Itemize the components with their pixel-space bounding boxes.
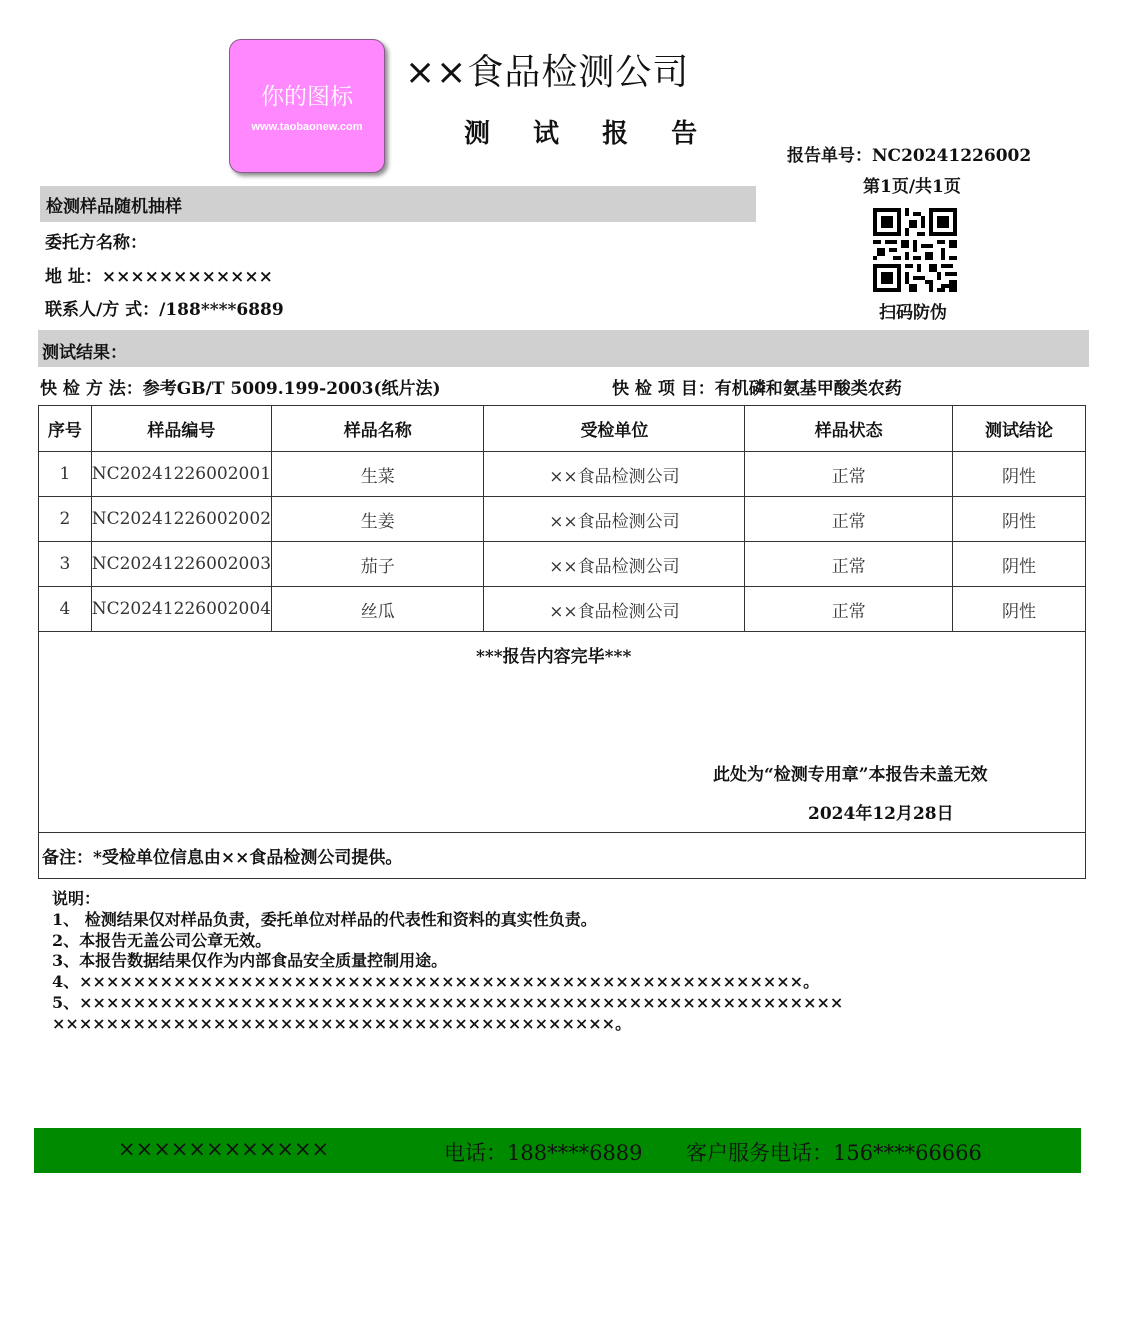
table-cell: ××食品检测公司: [484, 497, 745, 542]
table-row: [39, 587, 1086, 632]
qr-label: 扫码防伪: [879, 303, 947, 323]
table-cell: 3: [39, 542, 92, 587]
table-cell: 茄子: [272, 542, 484, 587]
test-project: 快 检 项 目：有机磷和氨基甲酸类农药: [612, 379, 902, 399]
table-cell: 正常: [745, 587, 952, 632]
table-cell: ××食品检测公司: [484, 587, 745, 632]
report-end-text: ***报告内容完毕***: [476, 647, 632, 667]
logo-name: 你的图标: [261, 84, 353, 110]
table-cell: ××食品检测公司: [484, 542, 745, 587]
address-field: 地 址：××××××××××××: [45, 267, 273, 287]
table-cell: 阴性: [952, 542, 1085, 587]
table-cell: NC20241226002002: [91, 497, 271, 542]
notes-title: 说明：: [52, 889, 101, 908]
table-cell: ××食品检测公司: [484, 452, 745, 497]
note-item: 1、 检测结果仅对样品负责，委托单位对样品的代表性和资料的真实性负责。: [52, 909, 597, 929]
note-item: 5、×××××××××××××××××××××××××××××××××××××××××××××××××××××××××: [52, 992, 844, 1012]
logo-url: www.taobaonew.com: [251, 121, 363, 133]
column-header: 样品名称: [272, 406, 484, 452]
table-cell: 2: [39, 497, 92, 542]
note-item: 3、本报告数据结果仅作为内部食品安全质量控制用途。: [52, 951, 448, 971]
report-date: 2024年12月28日: [808, 804, 954, 824]
note-item: 2、本报告无盖公司公章无效。: [52, 930, 272, 950]
table-cell: NC20241226002004: [91, 587, 271, 632]
table-row: [39, 452, 1086, 497]
column-header: 样品编号: [91, 406, 271, 452]
remark-text: 备注：*受检单位信息由××食品检测公司提供。: [42, 848, 403, 868]
test-method: 快 检 方 法：参考GB/T 5009.199-2003(纸片法): [40, 379, 441, 399]
table-cell: NC20241226002003: [91, 542, 271, 587]
results-section-heading: 测试结果：: [38, 330, 1089, 367]
company-logo: [229, 39, 385, 173]
table-cell: 正常: [745, 497, 952, 542]
column-header: 样品状态: [745, 406, 952, 452]
table-cell: 4: [39, 587, 92, 632]
notes-block: [52, 889, 843, 1035]
contact-field: 联系人/方 式：/188****6889: [45, 300, 284, 320]
note-item-continued: ××××××××××××××××××××××××××××××××××××××××××。: [52, 1013, 632, 1033]
table-row: [39, 497, 1086, 542]
qr-code-icon: [873, 208, 957, 292]
footer-address: ××××××××××××: [118, 1137, 330, 1161]
table-header-row: [39, 406, 1086, 452]
table-cell: 阴性: [952, 587, 1085, 632]
stamp-note: 此处为“检测专用章”本报告未盖无效: [713, 765, 988, 785]
page-indicator: 第1页/共1页: [863, 177, 961, 197]
table-cell: 正常: [745, 542, 952, 587]
footer-phone: 电话：188****6889: [444, 1141, 643, 1165]
column-header: 测试结论: [952, 406, 1085, 452]
table-cell: 1: [39, 452, 92, 497]
table-cell: 丝瓜: [272, 587, 484, 632]
footer-service-phone: 客户服务电话：156****66666: [686, 1141, 982, 1165]
results-table: [38, 405, 1086, 632]
report-number: 报告单号：NC20241226002: [787, 146, 1032, 166]
table-cell: 生姜: [272, 497, 484, 542]
table-row: [39, 542, 1086, 587]
note-item: 4、××××××××××××××××××××××××××××××××××××××××××××××××××××××。: [52, 972, 820, 992]
table-cell: 阴性: [952, 497, 1085, 542]
sample-section-heading: 检测样品随机抽样: [40, 186, 756, 222]
footer-bar: [34, 1128, 1081, 1173]
table-cell: NC20241226002001: [91, 452, 271, 497]
client-name-field: 委托方名称：: [45, 233, 147, 253]
column-header: 序号: [39, 406, 92, 452]
report-title: 测 试 报 告: [464, 119, 715, 149]
table-cell: 阴性: [952, 452, 1085, 497]
table-cell: 生菜: [272, 452, 484, 497]
column-header: 受检单位: [484, 406, 745, 452]
table-cell: 正常: [745, 452, 952, 497]
company-name: ××食品检测公司: [405, 52, 690, 93]
